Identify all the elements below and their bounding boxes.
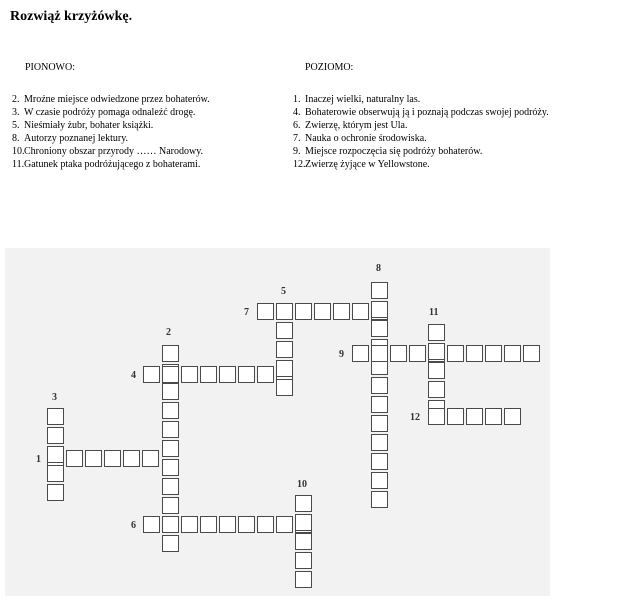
clue-text: Autorzy poznanej lektury.: [24, 133, 129, 144]
crossword-cell[interactable]: [409, 345, 426, 362]
crossword-cell[interactable]: [371, 301, 388, 318]
crossword-cell[interactable]: [47, 446, 64, 463]
clue-item: [290, 158, 615, 171]
crossword-cell[interactable]: [371, 320, 388, 337]
page-title: Rozwiąż krzyżówkę.: [10, 9, 133, 24]
crossword-cell[interactable]: [200, 516, 217, 533]
clue-number: 1.: [293, 94, 301, 105]
crossword-cell[interactable]: [219, 366, 236, 383]
clue-text: Miejsce rozpoczęcia się podróży bohaterów.: [305, 146, 483, 157]
crossword-cell[interactable]: [162, 383, 179, 400]
crossword-cell[interactable]: [333, 303, 350, 320]
crossword-cell[interactable]: [162, 402, 179, 419]
crossword-cell[interactable]: [219, 516, 236, 533]
crossword-cell[interactable]: [162, 497, 179, 514]
crossword-cell[interactable]: [276, 322, 293, 339]
crossword-cell[interactable]: [371, 396, 388, 413]
clue-text: Mroźne miejsce odwiedzone przez bohaterów.: [24, 94, 210, 105]
clue-number: 12.: [293, 159, 306, 170]
crossword-cell[interactable]: [371, 345, 388, 362]
crossword-cell[interactable]: [523, 345, 540, 362]
crossword-cell[interactable]: [238, 516, 255, 533]
crossword-cell[interactable]: [162, 535, 179, 552]
crossword-cell[interactable]: [371, 377, 388, 394]
crossword-cell[interactable]: [47, 427, 64, 444]
crossword-cell[interactable]: [47, 484, 64, 501]
clue-number: 10.: [12, 146, 25, 157]
clue-item: [12, 106, 277, 119]
clue-item: [290, 93, 615, 106]
crossword-cell[interactable]: [466, 408, 483, 425]
clue-number: 11.: [12, 159, 25, 170]
crossword-cell[interactable]: [390, 345, 407, 362]
crossword-cell[interactable]: [447, 345, 464, 362]
crossword-cell[interactable]: [162, 440, 179, 457]
crossword-cell[interactable]: [123, 450, 140, 467]
crossword-cell[interactable]: [142, 450, 159, 467]
crossword-cell[interactable]: [257, 366, 274, 383]
clue-text: Bohaterowie obserwują ją i poznają podczas swojej podróży.: [305, 107, 549, 118]
clue-text: Chroniony obszar przyrody …… Narodowy.: [24, 146, 204, 157]
crossword-cell[interactable]: [428, 362, 445, 379]
crossword-cell[interactable]: [504, 345, 521, 362]
crossword-cell[interactable]: [181, 516, 198, 533]
crossword-cell[interactable]: [162, 478, 179, 495]
crossword-cell[interactable]: [295, 533, 312, 550]
horizontal-clues: [290, 61, 615, 171]
crossword-cell[interactable]: [466, 345, 483, 362]
crossword-cell[interactable]: [238, 366, 255, 383]
clue-item: [12, 119, 277, 132]
clue-number: 7.: [293, 133, 301, 144]
crossword-cell[interactable]: [352, 303, 369, 320]
crossword-number: 10: [297, 479, 307, 490]
crossword-number: 4: [131, 370, 136, 381]
crossword-cell[interactable]: [162, 345, 179, 362]
crossword-cell[interactable]: [276, 360, 293, 377]
crossword-cell[interactable]: [295, 514, 312, 531]
clue-number: 3.: [12, 107, 20, 118]
clue-item: [290, 145, 615, 158]
clue-number: 2.: [12, 94, 20, 105]
vertical-clues: [12, 61, 277, 171]
crossword-cell[interactable]: [352, 345, 369, 362]
crossword-cell[interactable]: [162, 421, 179, 438]
crossword-cell[interactable]: [447, 408, 464, 425]
crossword-cell[interactable]: [143, 366, 160, 383]
clue-text: Zwierzę żyjące w Yellowstone.: [305, 159, 430, 170]
crossword-number: 12: [410, 412, 420, 423]
horizontal-heading: POZIOMO:: [305, 62, 354, 73]
crossword-number: 9: [339, 349, 344, 360]
clue-item: [290, 132, 615, 145]
crossword-cell[interactable]: [257, 516, 274, 533]
crossword-number: 6: [131, 520, 136, 531]
crossword-cell[interactable]: [295, 571, 312, 588]
crossword-cell[interactable]: [276, 379, 293, 396]
clue-text: W czasie podróży pomaga odnaleźć drogę.: [24, 107, 196, 118]
clue-number: 5.: [12, 120, 20, 131]
crossword-cell[interactable]: [200, 366, 217, 383]
crossword-cell[interactable]: [162, 516, 179, 533]
crossword-cell[interactable]: [276, 303, 293, 320]
crossword-number: 7: [244, 307, 249, 318]
clue-number: 4.: [293, 107, 301, 118]
crossword-cell[interactable]: [47, 465, 64, 482]
crossword-cell[interactable]: [428, 343, 445, 360]
vertical-heading: PIONOWO:: [25, 62, 75, 73]
clue-item: [12, 132, 277, 145]
crossword-cell[interactable]: [276, 341, 293, 358]
crossword-cell[interactable]: [276, 516, 293, 533]
crossword-cell[interactable]: [371, 472, 388, 489]
crossword-cell[interactable]: [485, 408, 502, 425]
clue-text: Gatunek ptaka podróżującego z bohaterami.: [24, 159, 201, 170]
crossword-cell[interactable]: [162, 459, 179, 476]
crossword-cell[interactable]: [314, 303, 331, 320]
crossword-cell[interactable]: [66, 450, 83, 467]
crossword-cell[interactable]: [504, 408, 521, 425]
clue-number: 8.: [12, 133, 20, 144]
clue-number: 9.: [293, 146, 301, 157]
crossword-number: 1: [36, 454, 41, 465]
crossword-cell[interactable]: [295, 495, 312, 512]
crossword-cell[interactable]: [371, 282, 388, 299]
crossword-cell[interactable]: [428, 324, 445, 341]
crossword-cell[interactable]: [428, 408, 445, 425]
crossword-number: 8: [376, 263, 381, 274]
clue-text: Nauka o ochronie środowiska.: [305, 133, 427, 144]
crossword-cell[interactable]: [295, 552, 312, 569]
clue-number: 6.: [293, 120, 301, 131]
crossword-cell[interactable]: [428, 381, 445, 398]
crossword-cell[interactable]: [295, 303, 312, 320]
crossword-cell[interactable]: [85, 450, 102, 467]
clue-item: [12, 93, 277, 106]
crossword-number: 3: [52, 392, 57, 403]
crossword-cell[interactable]: [47, 408, 64, 425]
crossword-cell[interactable]: [162, 366, 179, 383]
crossword-cell[interactable]: [485, 345, 502, 362]
crossword-number: 5: [281, 286, 286, 297]
crossword-cell[interactable]: [371, 453, 388, 470]
crossword-cell[interactable]: [104, 450, 121, 467]
clue-item: [290, 106, 615, 119]
clue-text: Inaczej wielki, naturalny las.: [305, 94, 421, 105]
crossword-cell[interactable]: [371, 434, 388, 451]
clue-item: [290, 119, 615, 132]
clue-item: [12, 158, 277, 171]
clue-text: Nieśmiały żubr, bohater książki.: [24, 120, 154, 131]
crossword-number: 11: [429, 307, 439, 318]
crossword-cell[interactable]: [143, 516, 160, 533]
crossword-cell[interactable]: [371, 415, 388, 432]
clue-text: Zwierzę, którym jest Ula.: [305, 120, 408, 131]
crossword-cell[interactable]: [257, 303, 274, 320]
crossword-cell[interactable]: [181, 366, 198, 383]
clue-item: [12, 145, 277, 158]
crossword-cell[interactable]: [371, 491, 388, 508]
crossword-number: 2: [166, 327, 171, 338]
